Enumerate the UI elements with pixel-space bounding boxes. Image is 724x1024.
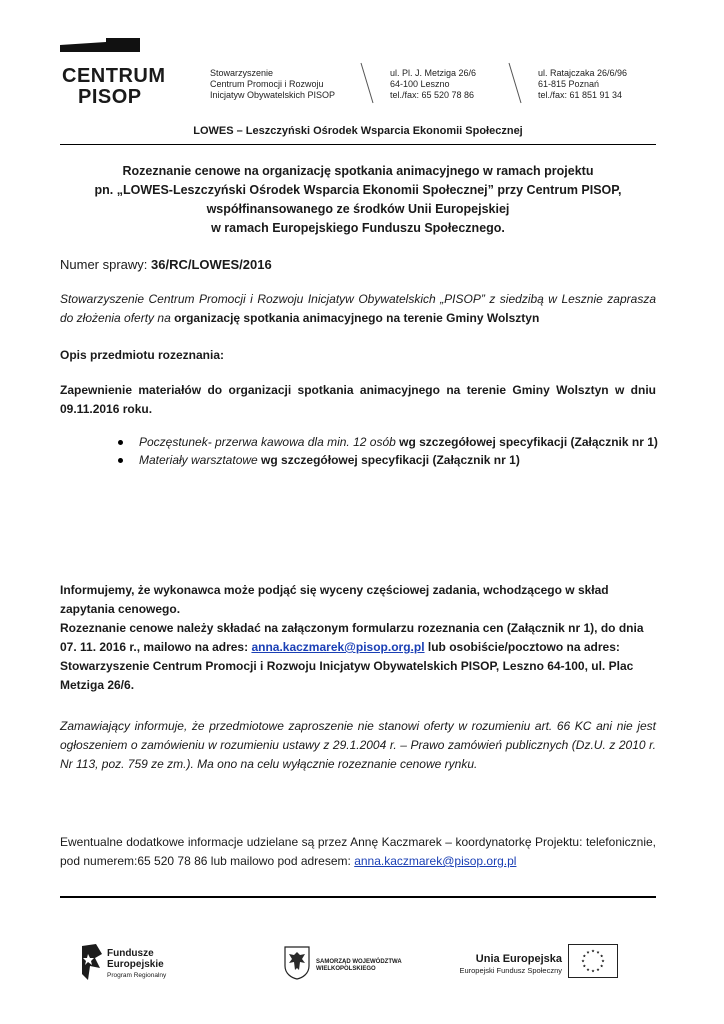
contact-paragraph (60, 833, 656, 871)
bullet-icon (118, 458, 123, 463)
org-line: Centrum Promocji i Rozwoju (210, 79, 324, 89)
address-line: tel./fax: 65 520 78 86 (390, 90, 475, 100)
title-line: w ramach Europejskiego Funduszu Społecznego. (211, 221, 505, 235)
document-title (60, 162, 656, 238)
unia-europejska-logo (454, 944, 618, 988)
intro-paragraph (60, 290, 656, 328)
sw-text-line1: SAMORZĄD WOJEWÓDZTWA (316, 959, 402, 965)
disclaimer-paragraph: Zamawiający informuje, że przedmiotowe zaproszenie nie stanowi oferty w rozumieniu art. 66 KC ani nie jest ogłoszeniem o zamówieniu w rozumieniu ustawy z 29.1.2004 r. – Prawo zamówień publicznych (Dz.U. z 2010 r. Nr 113, poz. 759 ze zm.). Ma ono na celu wyłącznie rozeznanie cenowe rynku. (60, 719, 656, 771)
centrum-pisop-logo (60, 38, 166, 110)
eagle-crest-icon (284, 946, 310, 980)
info-paragraph (60, 581, 656, 695)
logo-text-centrum: CENTRUM (62, 65, 166, 87)
org-line: Stowarzyszenie (210, 68, 274, 78)
bullet-item-text: Poczęstunek- przerwa kawowa dla min. 12 osób (139, 435, 396, 449)
header-divider (360, 62, 374, 104)
bullet-item-spec: wg szczegółowej specyfikacji (Załącznik nr 1) (395, 435, 658, 449)
intro-text: Stowarzyszenie Centrum Promocji i Rozwoju Inicjatyw Obywatelskich „PISOP” z siedzibą w Lesznie zaprasza do złożenia oferty na (60, 292, 656, 325)
ff-text-line3: Program Regionalny (107, 972, 167, 979)
ff-star-icon (82, 944, 102, 980)
ff-text-line1: Fundusze (107, 948, 154, 959)
footer-divider-line (60, 896, 656, 898)
bullet-icon (118, 440, 123, 445)
header-divider (508, 62, 522, 104)
info-partial-bid: Informujemy, że wykonawca może podjąć się wyceny częściowej zadania, wchodzącego w skład zapytania cenowego. (60, 583, 609, 616)
fundusze-europejskie-logo (82, 944, 182, 988)
org-line: Inicjatyw Obywatelskich PISOP (210, 90, 336, 100)
title-line: współfinansowanego ze środków Unii Europejskiej (206, 202, 510, 216)
header-divider-line (60, 144, 656, 145)
header-address-leszno (390, 68, 476, 101)
ue-text-line1: Unia Europejska (475, 953, 562, 965)
sw-text-line2: WIELKOPOLSKIEGO (316, 966, 376, 972)
logo-text-pisop: PISOP (78, 86, 142, 108)
address-line: 64-100 Leszno (390, 79, 450, 89)
bullet-item-spec: wg szczegółowej specyfikacji (Załącznik nr 1) (257, 453, 520, 467)
info-submission-text: Rozeznanie cenowe należy składać na załączonym formularzu rozeznania cen (Załącznik nr 1), do dnia 07. 11. 2016 r., mailowo na adres: (60, 621, 644, 654)
email-link[interactable]: anna.kaczmarek@pisop.org.pl (251, 640, 425, 654)
project-title: LOWES – Leszczyński Ośrodek Wsparcia Ekonomii Społecznej (193, 125, 523, 137)
bullet-item-text: Materiały warsztatowe (139, 453, 258, 467)
address-line: 61-815 Poznań (538, 79, 600, 89)
contact-email-link[interactable]: anna.kaczmarek@pisop.org.pl (354, 854, 517, 868)
samorzad-logo (284, 946, 414, 986)
header-address-poznan (538, 68, 627, 101)
contact-text: Ewentualne dodatkowe informacje udzielane są przez Annę Kaczmarek – koordynatorkę Projektu: telefonicznie, pod numerem:65 520 78 86 lub mailowo pod adresem: (60, 835, 656, 868)
address-line: ul. Ratajczaka 26/6/96 (538, 68, 628, 78)
case-number-value: 36/RC/LOWES/2016 (151, 257, 272, 272)
address-line: ul. Pl. J. Metziga 26/6 (390, 68, 477, 78)
case-number-label: Numer sprawy: (60, 257, 152, 272)
address-line: tel./fax: 61 851 91 34 (538, 90, 623, 100)
info-address-text: lub osobiście/pocztowo na adres: Stowarzyszenie Centrum Promocji i Rozwoju Inicjatyw Obywatelskich PISOP, Leszno 64-100, ul. Plac Metziga 26/6. (60, 640, 634, 692)
case-number (60, 255, 656, 274)
ff-text-line2: Europejskie (107, 959, 164, 970)
subject-description: Zapewnienie materiałów do organizacji spotkania animacyjnego na terenie Gminy Wolsztyn w dniu 09.11.2016 roku. (60, 383, 656, 416)
title-line: pn. „LOWES-Leszczyński Ośrodek Wsparcia Ekonomii Społecznej” przy Centrum PISOP, (94, 183, 622, 197)
subject-heading: Opis przedmiotu rozeznania: (60, 348, 225, 362)
title-line: Rozeznanie cenowe na organizację spotkania animacyjnego w ramach projektu (122, 164, 594, 178)
ue-text-line2: Europejski Fundusz Społeczny (459, 966, 562, 975)
intro-subject: organizację spotkania animacyjnego na terenie Gminy Wolsztyn (174, 311, 540, 325)
eu-flag-icon (568, 944, 618, 978)
header-org-name (210, 68, 335, 101)
info-submission (60, 619, 656, 695)
logo-bar-graphic (60, 38, 140, 52)
